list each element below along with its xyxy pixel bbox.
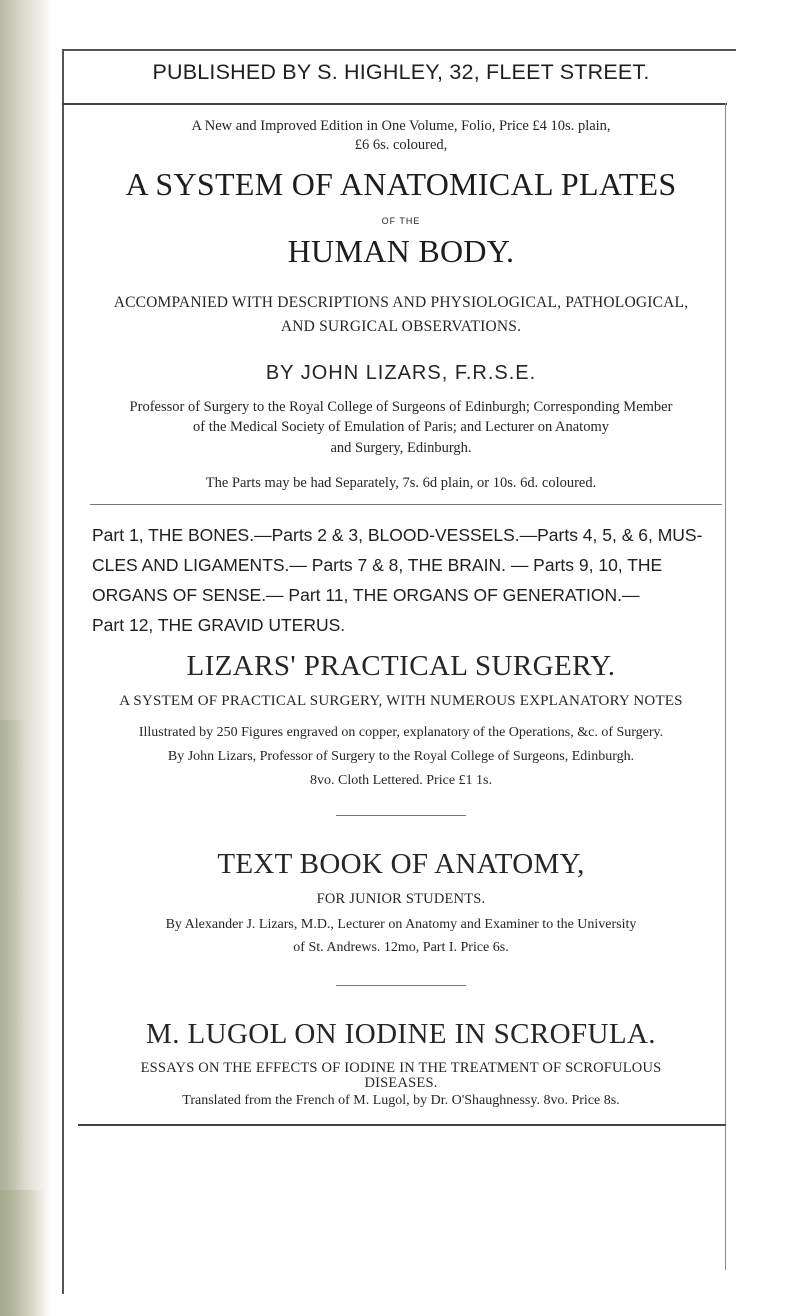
plates-subtitle-2: AND SURGICAL OBSERVATIONS. (280, 318, 522, 335)
lugol-title: M. LUGOL ON IODINE IN SCROFULA. (146, 1018, 656, 1050)
publisher-header: PUBLISHED BY S. HIGHLEY, 32, FLEET STREET. (152, 60, 650, 84)
edition-line-1: A New and Improved Edition in One Volume, Folio, Price £4 10s. plain, (191, 118, 611, 134)
surgery-subtitle: A SYSTEM OF PRACTICAL SURGERY, WITH NUMEROUS EXPLANATORY NOTES (119, 693, 683, 709)
credentials-line-3: and Surgery, Edinburgh. (330, 440, 472, 456)
parts-list (92, 520, 712, 640)
edition-line-2: £6 6s. coloured, (354, 137, 448, 153)
credentials-line-1: Professor of Surgery to the Royal College of Surgeons of Edinburgh; Corresponding Member (129, 399, 673, 415)
author-line: BY JOHN LIZARS, F.R.S.E. (265, 362, 537, 384)
section-divider (336, 985, 466, 986)
textbook-title: TEXT BOOK OF ANATOMY, (217, 848, 585, 880)
section-divider (90, 504, 722, 505)
lugol-line-1: Translated from the French of M. Lugol, by Dr. O'Shaughnessy. 8vo. Price 8s. (182, 1093, 620, 1108)
textbook-line-1: By Alexander J. Lizars, M.D., Lecturer on Anatomy and Examiner to the University (165, 917, 637, 932)
credentials-line-2: of the Medical Society of Emulation of Paris; and Lecturer on Anatomy (193, 419, 609, 435)
plates-subtitle-1: ACCOMPANIED WITH DESCRIPTIONS AND PHYSIOLOGICAL, PATHOLOGICAL, (113, 294, 689, 311)
section-divider (336, 815, 466, 816)
parts-price: The Parts may be had Separately, 7s. 6d plain, or 10s. 6d. coloured. (205, 475, 597, 491)
textbook-line-2: of St. Andrews. 12mo, Part I. Price 6s. (293, 940, 509, 955)
of-the-label: OF THE (381, 216, 421, 226)
scan-stain (0, 1190, 46, 1316)
parts-line: Part 1, THE BONES.—Parts 2 & 3, BLOOD-VESSELS.—Parts 4, 5, & 6, MUS- (92, 525, 703, 545)
surgery-line-2: By John Lizars, Professor of Surgery to the Royal College of Surgeons, Edinburgh. (167, 749, 635, 764)
parts-line: Part 12, THE GRAVID UTERUS. (92, 615, 346, 635)
textbook-subtitle: FOR JUNIOR STUDENTS. (316, 891, 486, 907)
footer-rule (78, 1124, 726, 1126)
scan-stain (0, 720, 26, 1190)
lugol-subtitle-2: DISEASES. (364, 1075, 438, 1091)
parts-line: ORGANS OF SENSE.— Part 11, THE ORGANS OF GENERATION.— (92, 585, 640, 605)
surgery-title: LIZARS' PRACTICAL SURGERY. (186, 650, 616, 682)
lugol-subtitle-1: ESSAYS ON THE EFFECTS OF IODINE IN THE TREATMENT OF SCROFULOUS (140, 1060, 662, 1076)
surgery-line-1: Illustrated by 250 Figures engraved on copper, explanatory of the Operations, &c. of Surgery. (138, 725, 664, 740)
parts-line: CLES AND LIGAMENTS.— Parts 7 & 8, THE BRAIN. — Parts 9, 10, THE (92, 555, 663, 575)
plates-title-2: HUMAN BODY. (287, 233, 515, 269)
header-rule (62, 103, 727, 105)
surgery-line-3: 8vo. Cloth Lettered. Price £1 1s. (310, 773, 492, 788)
right-border (725, 103, 726, 1270)
plates-title: A SYSTEM OF ANATOMICAL PLATES (125, 166, 677, 202)
